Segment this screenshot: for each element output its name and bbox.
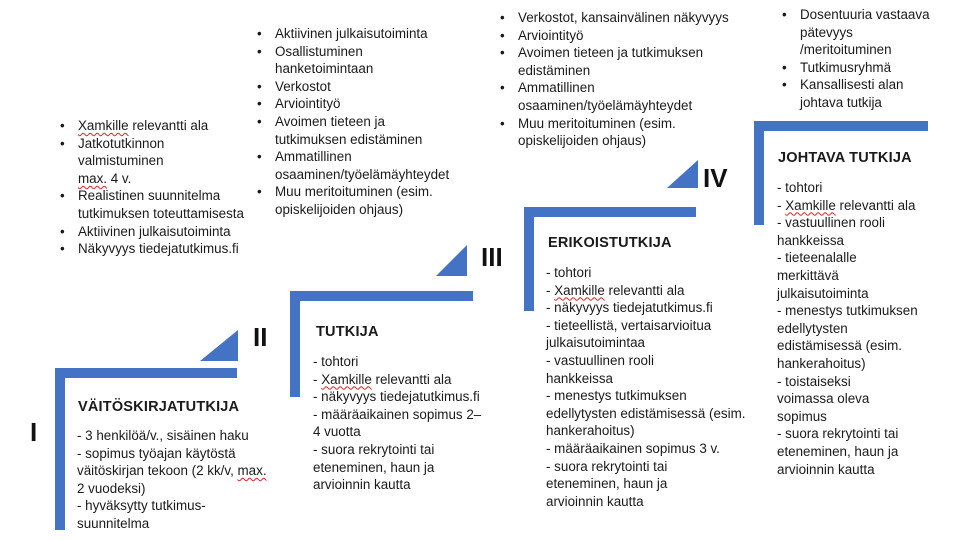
spellcheck-word: Xamkille bbox=[321, 371, 372, 387]
stage-3-numeral: III bbox=[481, 242, 503, 272]
stage-2-details bbox=[313, 353, 503, 494]
stage-4-detail: - toistaiseksi voimassa oleva sopimus bbox=[777, 373, 870, 424]
stage-2-arrow-triangle bbox=[436, 245, 467, 276]
stage-4-requirement: • Dosentuuria vastaava pätevyys /meritoituminen bbox=[778, 6, 938, 59]
stage-1-step-side-bar bbox=[55, 368, 65, 530]
stage-4-step-side-bar bbox=[754, 121, 764, 225]
stage-2-detail: - näkyvyys tiedejatutkimus.fi bbox=[313, 389, 480, 405]
spellcheck-word: max. bbox=[237, 463, 267, 479]
stage-3-details bbox=[546, 264, 746, 510]
spellcheck-word: max. bbox=[78, 170, 108, 186]
stage-1-step-top-bar bbox=[55, 368, 237, 378]
stage-4-step-top-bar bbox=[754, 121, 928, 131]
stage-1-requirement: • Aktiivinen julkaisutoiminta bbox=[56, 223, 246, 241]
stage-1-detail: - sopimus työajan käytöstä väitöskirjan tekoon (2 kk/v, max. 2 vuodeksi) bbox=[77, 445, 267, 496]
stage-3-requirement: • Muu meritoituminen (esim. opiskelijoiden ohjaus) bbox=[496, 115, 718, 150]
stage-3-detail: - suora rekrytointi tai eteneminen, haun ja arvioinnin kautta bbox=[546, 458, 668, 509]
stage-1-requirement: • Näkyvyys tiedejatutkimus.fi bbox=[56, 240, 246, 258]
stage-3-detail: - vastuullinen rooli hankkeissa bbox=[546, 352, 654, 386]
stage-2-detail: - tohtori bbox=[313, 354, 359, 369]
stage-3-detail: - määräaikainen sopimus 3 v. bbox=[546, 440, 720, 456]
stage-2-step-top-bar bbox=[290, 291, 473, 301]
stage-2-requirements bbox=[253, 25, 478, 219]
stage-2-requirement: • Avoimen tieteen ja tutkimuksen edistäminen bbox=[253, 113, 435, 148]
stage-3-requirement: • Verkostot, kansainvälinen näkyvyys bbox=[496, 9, 736, 27]
stage-3-detail: - Xamkille relevantti ala bbox=[546, 282, 685, 298]
stage-4-detail: - vastuullinen rooli hankkeissa bbox=[777, 215, 885, 248]
stage-2-title: TUTKIJA bbox=[316, 324, 379, 340]
stage-2-detail: - suora rekrytointi tai eteneminen, haun ja arvioinnin kautta bbox=[313, 441, 435, 493]
stage-4-numeral: IV bbox=[703, 163, 728, 193]
spellcheck-word: Xamkille bbox=[78, 118, 129, 133]
stage-1-requirement: • Jatkotutkinnon valmistuminen max. 4 v. bbox=[56, 135, 246, 188]
stage-2-detail: - määräaikainen sopimus 2–4 vuotta bbox=[313, 406, 482, 440]
stage-2-requirement: • Osallistuminen hanketoimintaan bbox=[253, 43, 385, 78]
stage-1-requirements bbox=[56, 117, 246, 258]
spellcheck-word: Xamkille bbox=[554, 282, 605, 298]
stage-4-detail: - Xamkille relevantti ala bbox=[777, 197, 916, 213]
stage-2-numeral: II bbox=[253, 322, 268, 352]
stage-3-requirement: • Ammatillinen osaaminen/työelämäyhteydet bbox=[496, 79, 723, 114]
stage-4-details bbox=[777, 179, 937, 478]
stage-2-requirement: • Verkostot bbox=[253, 78, 478, 96]
stage-1-details bbox=[77, 427, 277, 533]
stage-1-detail: - 3 henkilöä/v., sisäinen haku bbox=[77, 428, 249, 443]
stage-4-detail: - tohtori bbox=[777, 180, 823, 195]
stage-4-requirements bbox=[778, 6, 938, 112]
stage-4-title: JOHTAVA TUTKIJA bbox=[778, 150, 912, 166]
stage-3-arrow-triangle bbox=[667, 160, 698, 188]
stage-2-requirement: • Aktiivinen julkaisutoiminta bbox=[253, 25, 478, 43]
stage-2-requirement: • Muu meritoituminen (esim. opiskelijoiden ohjaus) bbox=[253, 183, 465, 218]
stage-3-detail: - tieteellistä, vertaisarvioitua julkaisutoimintaa bbox=[546, 317, 712, 351]
stage-3-detail: - näkyvyys tiedejatutkimus.fi bbox=[546, 300, 713, 316]
spellcheck-word: Xamkille bbox=[785, 197, 836, 213]
stage-1-requirement: • Realistinen suunnitelma tutkimuksen toteuttamisesta bbox=[56, 187, 246, 222]
stage-1-numeral: I bbox=[30, 417, 38, 447]
stage-3-requirement: • Avoimen tieteen ja tutkimuksen edistäminen bbox=[496, 44, 733, 79]
stage-3-detail: - menestys tutkimuksen edellytysten edistämisessä (esim. hankerahoitus) bbox=[546, 388, 746, 439]
stage-3-requirement: • Arviointityö bbox=[496, 27, 736, 45]
stage-3-requirements bbox=[496, 9, 736, 150]
stage-4-detail: - tieteenalalle merkittävä julkaisutoiminta bbox=[777, 250, 869, 301]
stage-2-step-side-bar bbox=[290, 291, 300, 397]
stage-3-step-top-bar bbox=[524, 207, 696, 217]
stage-4-requirement: • Tutkimusryhmä bbox=[778, 59, 938, 77]
stage-4-detail: - suora rekrytointi tai eteneminen, haun ja arvioinnin kautta bbox=[777, 426, 899, 477]
stage-2-requirement: • Arviointityö bbox=[253, 95, 478, 113]
stage-1-detail: - hyväksytty tutkimus- suunnitelma bbox=[77, 498, 206, 531]
stage-1-requirement: • Xamkille relevantti ala bbox=[56, 117, 246, 135]
stage-3-detail: - tohtori bbox=[546, 265, 592, 280]
stage-2-requirement: • Ammatillinen osaaminen/työelämäyhteydet bbox=[253, 148, 455, 183]
stage-4-detail: - menestys tutkimuksen edellytysten edistämisessä (esim. hankerahoitus) bbox=[777, 303, 918, 371]
stage-3-title: ERIKOISTUTKIJA bbox=[548, 235, 672, 251]
stage-1-arrow-triangle bbox=[200, 330, 238, 361]
stage-2-detail: - Xamkille relevantti ala bbox=[313, 371, 452, 387]
stage-3-step-side-bar bbox=[524, 207, 534, 311]
stage-1-title: VÄITÖSKIRJATUTKIJA bbox=[78, 399, 240, 415]
stage-4-requirement: • Kansallisesti alan johtava tutkija bbox=[778, 76, 920, 111]
